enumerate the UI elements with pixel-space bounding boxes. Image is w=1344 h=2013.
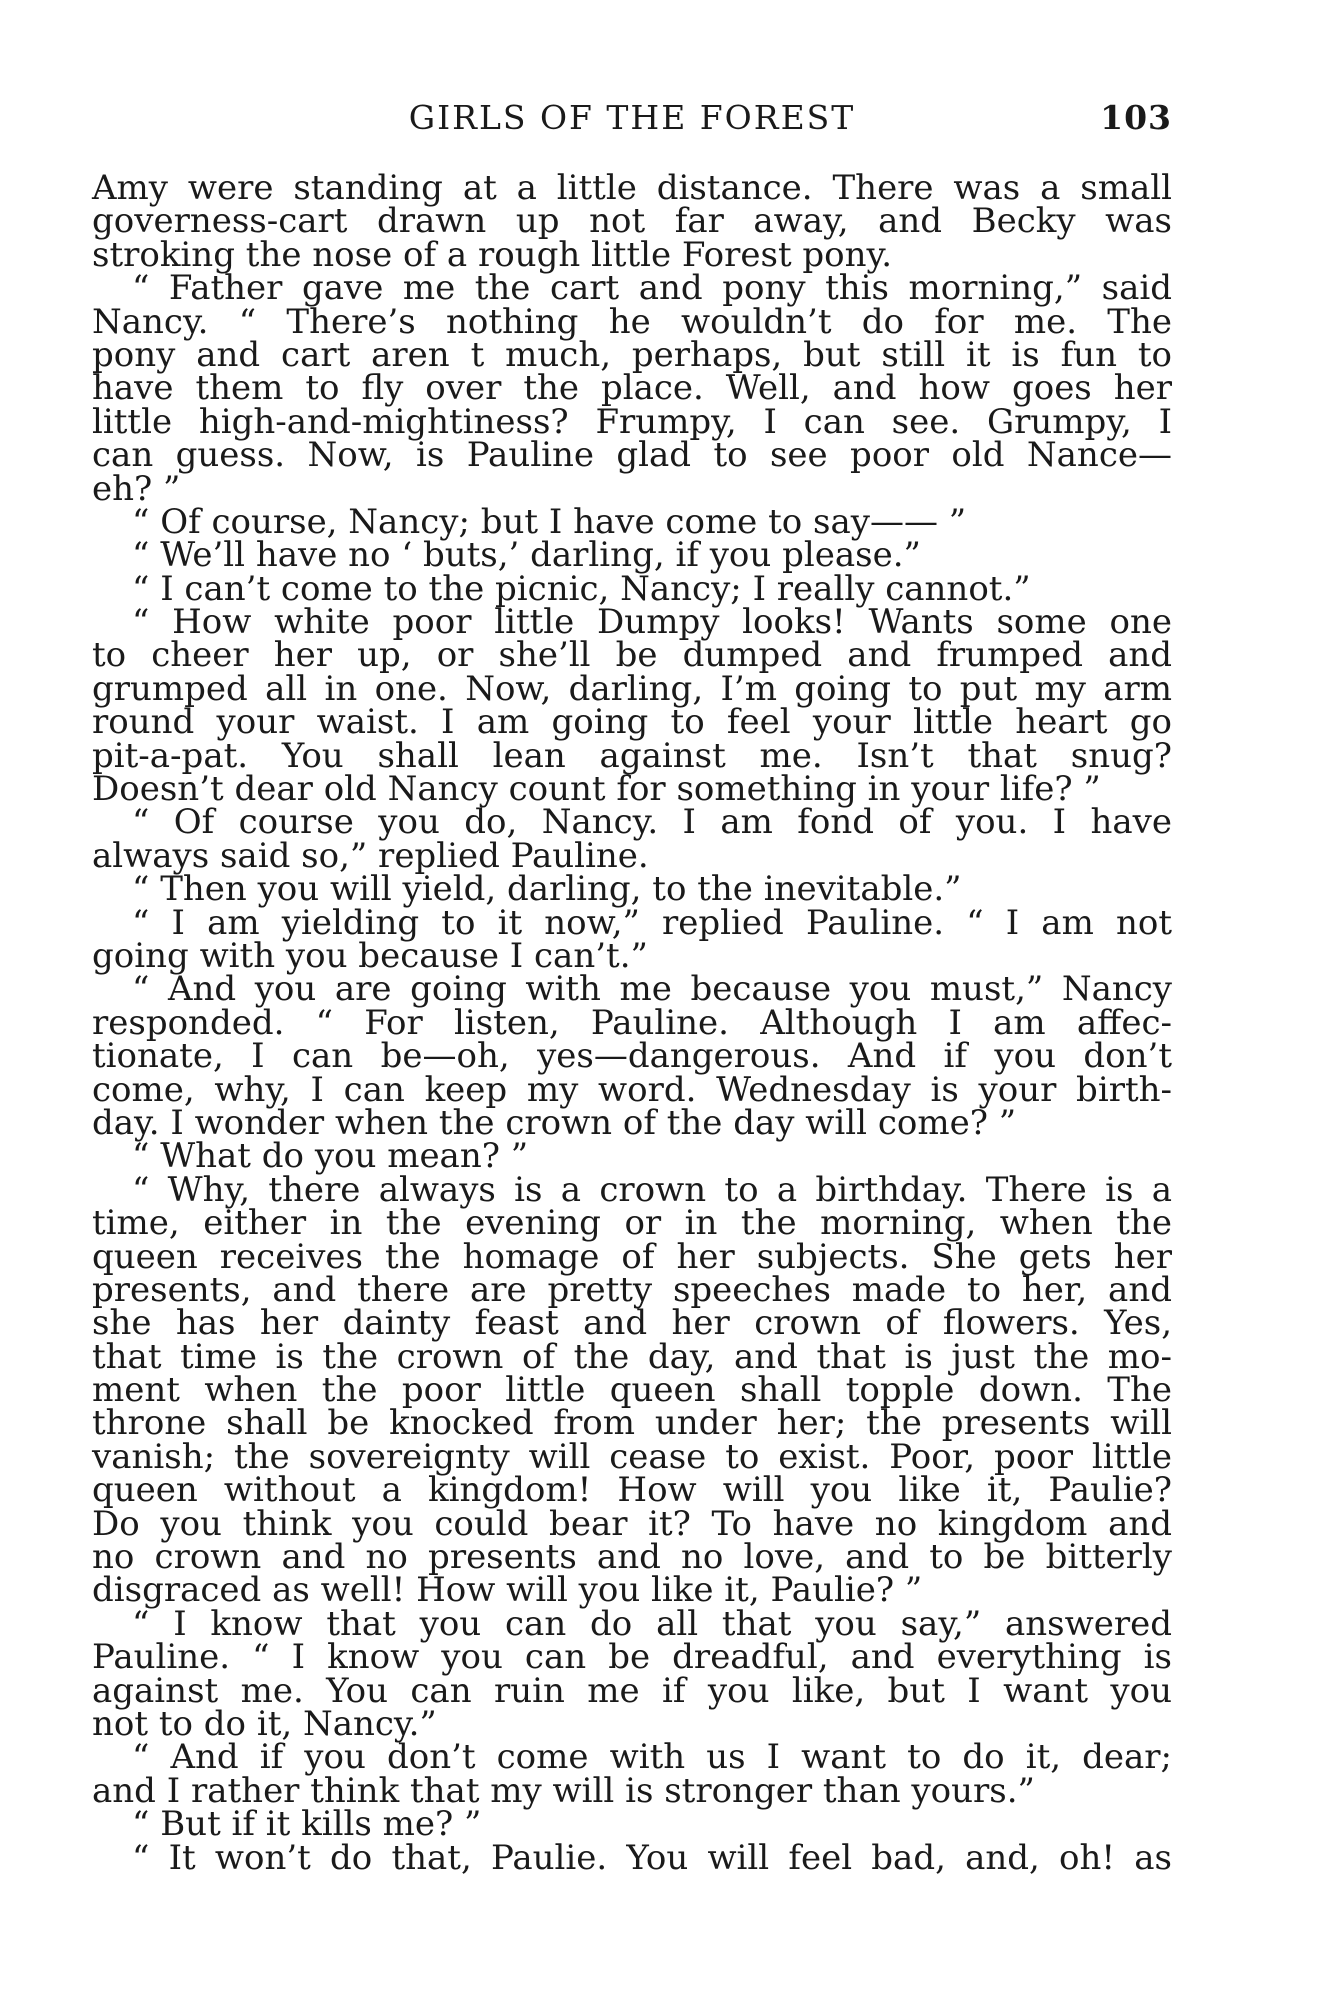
- text-line: grumped all in one. Now, darling, I’m going to put my arm: [92, 668, 1172, 709]
- text-line: ment when the poor little queen shall topple down. The: [92, 1370, 1172, 1411]
- text-line: “ I am yielding to it now,” replied Pauline. “ I am not: [132, 902, 1172, 943]
- text-line: have them to fly over the place. Well, and how goes her: [92, 368, 1172, 409]
- text-line: “ I know that you can do all that you say,” answered: [132, 1603, 1172, 1644]
- page-number: 103: [1100, 98, 1172, 137]
- text-line: “ Of course, Nancy; but I have come to say—— ”: [132, 501, 967, 542]
- text-line: queen receives the homage of her subjects. She gets her: [92, 1236, 1172, 1277]
- text-line: “ I can’t come to the picnic, Nancy; I really cannot.”: [132, 568, 1031, 609]
- text-line: “ And if you don’t come with us I want to do it, dear;: [132, 1737, 1172, 1778]
- text-line: “ We’ll have no ‘ buts,’ darling, if you please.”: [132, 535, 921, 576]
- text-line: stroking the nose of a rough little Forest pony.: [92, 234, 893, 275]
- text-line: vanish; the sovereignty will cease to exist. Poor, poor little: [92, 1436, 1172, 1477]
- text-line: Nancy. “ There’s nothing he wouldn’t do for me. The: [92, 301, 1172, 342]
- text-line: and I rather think that my will is stronger than yours.”: [92, 1770, 1035, 1811]
- book-page: [92, 98, 1172, 1998]
- text-line: governess-cart drawn up not far away, and Becky was: [92, 201, 1172, 242]
- text-line: no crown and no presents and no love, and to be bitterly: [92, 1537, 1172, 1578]
- text-line: pony and cart aren t much, perhaps, but still it is fun to: [92, 334, 1172, 375]
- text-line: going with you because I can’t.”: [92, 935, 648, 976]
- text-line: Amy were standing at a little distance. There was a small: [92, 168, 1172, 208]
- text-line: come, why, I can keep my word. Wednesday is your birth-: [92, 1069, 1172, 1110]
- text-line: pit-a-pat. You shall lean against me. Isn’t that snug?: [92, 735, 1172, 776]
- text-line: queen without a kingdom! How will you like it, Paulie?: [92, 1470, 1172, 1511]
- text-line: “ Then you will yield, darling, to the inevitable.”: [132, 869, 962, 910]
- text-line: presents, and there are pretty speeches made to her, and: [92, 1269, 1172, 1310]
- text-line: “ Father gave me the cart and pony this morning,” said: [132, 268, 1172, 309]
- running-title: GIRLS OF THE FOREST: [408, 98, 856, 137]
- text-line: disgraced as well! How will you like it, Paulie? ”: [92, 1570, 923, 1611]
- text-line: “ How white poor little Dumpy looks! Wants some one: [132, 602, 1172, 643]
- text-line: can guess. Now, is Pauline glad to see poor old Nance—: [92, 435, 1172, 476]
- text-line: “ Of course you do, Nancy. I am fond of you. I have: [132, 802, 1172, 843]
- text-line: “ What do you mean? ”: [132, 1136, 529, 1177]
- text-line: “ It won’t do that, Paulie. You will feel bad, and, oh! as: [132, 1837, 1172, 1878]
- page-header: [92, 98, 1172, 146]
- text-line: Do you think you could bear it? To have no kingdom and: [92, 1503, 1172, 1544]
- text-line: not to do it, Nancy.”: [92, 1703, 437, 1744]
- text-line: responded. “ For listen, Pauline. Although I am affec-: [92, 1002, 1172, 1043]
- text-line: Doesn’t dear old Nancy count for something in your life? ”: [92, 769, 1101, 810]
- text-line: against me. You can ruin me if you like, but I want you: [92, 1670, 1172, 1711]
- text-line: Pauline. “ I know you can be dreadful, and everything is: [92, 1637, 1172, 1678]
- text-line: “ And you are going with me because you must,” Nancy: [132, 969, 1172, 1010]
- text-line: she has her dainty feast and her crown of flowers. Yes,: [92, 1303, 1172, 1344]
- text-line: little high-and-mightiness? Frumpy, I can see. Grumpy, I: [92, 401, 1172, 442]
- text-line: always said so,” replied Pauline.: [92, 835, 649, 876]
- text-line: to cheer her up, or she’ll be dumped and frumped and: [92, 635, 1172, 676]
- text-line: time, either in the evening or in the morning, when the: [92, 1203, 1172, 1244]
- text-line: day. I wonder when the crown of the day will come? ”: [92, 1102, 1017, 1143]
- text-line: throne shall be knocked from under her; the presents will: [92, 1403, 1172, 1444]
- text-line: “ But if it kills me? ”: [132, 1804, 482, 1845]
- text-line: eh? ”: [92, 468, 181, 509]
- text-line: round your waist. I am going to feel your little heart go: [92, 702, 1172, 743]
- text-line: that time is the crown of the day, and that is just the mo-: [92, 1336, 1172, 1377]
- body-text: [92, 168, 1172, 1878]
- text-line: “ Why, there always is a crown to a birthday. There is a: [132, 1169, 1172, 1210]
- text-line: tionate, I can be—oh, yes—dangerous. And if you don’t: [92, 1036, 1172, 1077]
